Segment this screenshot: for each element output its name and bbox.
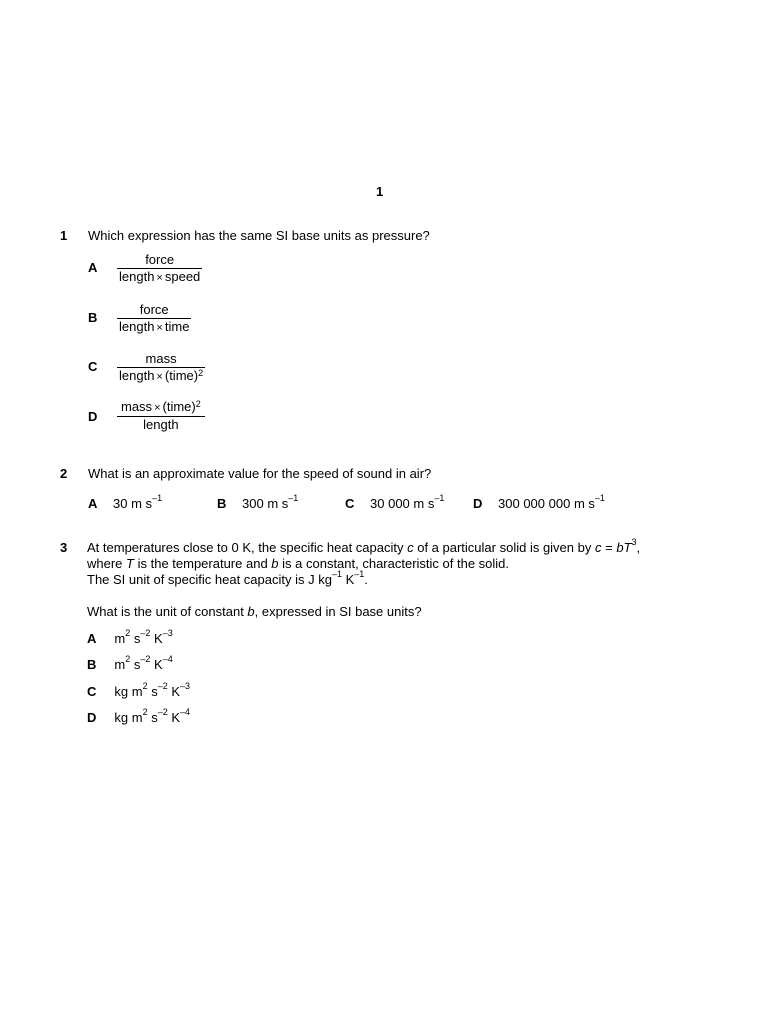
exponent: –1 [354, 569, 365, 579]
numerator-term: (time) [162, 399, 196, 414]
variable-bt: bT [616, 540, 632, 555]
times-symbol: × [156, 272, 163, 284]
option-c-fraction [117, 351, 205, 385]
question-line-1 [87, 537, 641, 555]
text: The SI unit of specific heat capacity is J kg [87, 572, 332, 587]
numerator: force [145, 252, 175, 267]
times-symbol: × [156, 322, 163, 334]
option-letter: B [217, 496, 227, 511]
denominator-term: time [164, 319, 190, 334]
option-b-fraction [117, 302, 191, 336]
option-value: 300 [242, 496, 264, 511]
text: of a particular solid is given by [413, 540, 595, 555]
option-unit: m s [131, 496, 153, 511]
question-line-3 [87, 569, 368, 587]
exponent: –2 [157, 681, 168, 691]
option-unit: m s [573, 496, 595, 511]
variable-t: T [126, 556, 134, 571]
exponent: –4 [162, 654, 173, 664]
text: is the temperature and [133, 556, 272, 571]
exponent: 3 [631, 537, 637, 547]
times-symbol: × [154, 402, 161, 414]
option-a: A $m^2$ $s^{-2}$ $K^{-3}$ [87, 628, 173, 646]
variable-c: c [594, 540, 602, 555]
exponent: 2 [195, 399, 201, 409]
option-letter: D [88, 409, 98, 424]
text: is a constant, characteristic of the solid. [278, 556, 510, 571]
exponent: 2 [125, 654, 131, 664]
option-letter: A [88, 496, 98, 511]
option-value: 30 000 [370, 496, 410, 511]
text: , [636, 540, 641, 555]
option-letter: B [88, 310, 98, 325]
exponent: –2 [140, 654, 151, 664]
option-d-fraction [117, 399, 205, 433]
option-d: D kg $m^2$ $s^{-2}$ $K^{-4}$ [87, 707, 191, 725]
variable-b: b [271, 556, 279, 571]
numerator: mass [145, 351, 177, 366]
option-letter: D [473, 496, 483, 511]
exponent: 2 [125, 628, 131, 638]
denominator-term: length [119, 368, 155, 383]
option-unit: m s [413, 496, 435, 511]
option-letter: C [87, 684, 97, 699]
numerator: force [139, 302, 169, 317]
text: What is the unit of constant [87, 604, 248, 619]
option-d [473, 493, 605, 511]
question-text: What is an approximate value for the speed of sound in air? [88, 466, 432, 481]
option-letter: C [88, 359, 98, 374]
exponent: 2 [142, 681, 148, 691]
unit-prefix: kg [114, 710, 132, 725]
exponent: –4 [180, 707, 191, 717]
option-exponent: –1 [594, 493, 605, 503]
option-c: C kg $m^2$ $s^{-2}$ $K^{-3}$ [87, 681, 191, 699]
variable-c: c [407, 540, 414, 555]
option-b: B $m^2$ $s^{-2}$ $K^{-4}$ [87, 654, 173, 672]
question-number: 1 [60, 228, 68, 243]
question-text [87, 604, 422, 619]
denominator-term: length [119, 269, 155, 284]
text: . [364, 572, 368, 587]
text: K [341, 572, 355, 587]
variable-b: b [247, 604, 255, 619]
option-b [217, 493, 299, 511]
option-value: 30 [113, 496, 128, 511]
option-exponent: –1 [288, 493, 299, 503]
question-line-2 [87, 556, 509, 571]
numerator-term: mass [121, 399, 153, 414]
option-a [88, 493, 163, 511]
option-exponent: –1 [152, 493, 163, 503]
option-exponent: –1 [434, 493, 445, 503]
question-number: 3 [60, 540, 68, 555]
option-letter: D [87, 710, 97, 725]
option-unit: m s [267, 496, 289, 511]
text: , expressed in SI base units? [254, 604, 422, 619]
question-number: 2 [60, 466, 68, 481]
denominator-term: speed [164, 269, 201, 284]
text: where [87, 556, 127, 571]
option-letter: A [87, 631, 97, 646]
exponent: –2 [140, 628, 151, 638]
option-letter: A [88, 260, 98, 275]
text: = [601, 540, 617, 555]
unit-prefix: kg [114, 684, 132, 699]
option-c [345, 493, 445, 511]
times-symbol: × [156, 371, 163, 383]
exponent: –2 [157, 707, 168, 717]
option-value: 300 000 000 [498, 496, 571, 511]
exponent: 2 [198, 368, 204, 378]
text: At temperatures close to 0 K, the specific heat capacity [87, 540, 408, 555]
denominator-term: length [119, 319, 155, 334]
question-text: Which expression has the same SI base units as pressure? [88, 228, 430, 243]
exponent: –3 [162, 628, 173, 638]
exponent: –1 [331, 569, 342, 579]
denominator-term: (time) [164, 368, 199, 383]
page-number: 1 [376, 184, 384, 199]
denominator: length [143, 417, 179, 432]
exponent: –3 [180, 681, 191, 691]
exponent: 2 [142, 707, 148, 717]
option-letter: B [87, 657, 97, 672]
option-a-fraction [117, 252, 202, 286]
option-letter: C [345, 496, 355, 511]
